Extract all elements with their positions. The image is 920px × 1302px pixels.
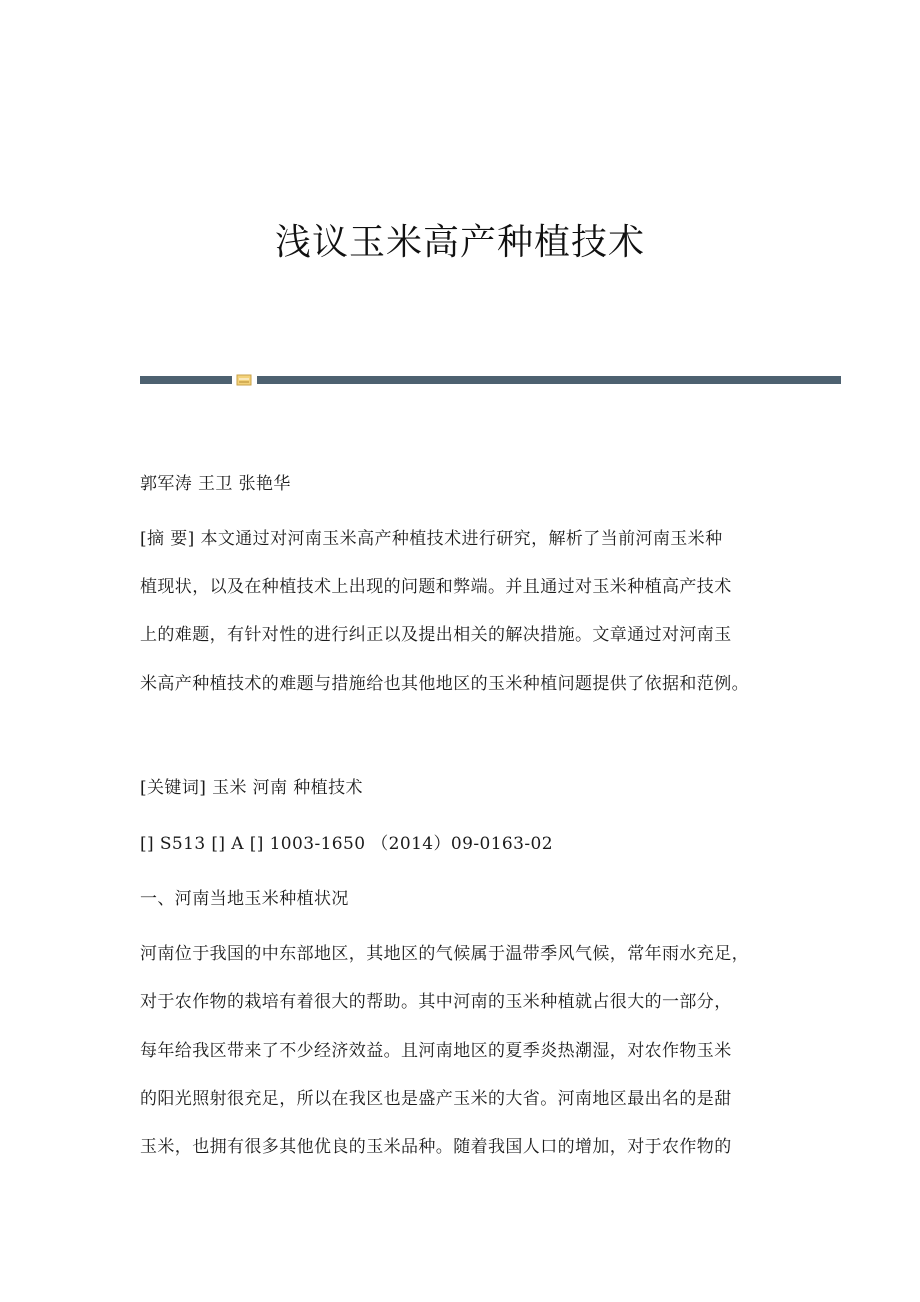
body-line: 玉米，也拥有很多其他优良的玉米品种。随着我国人口的增加，对于农作物的 [140, 1137, 732, 1157]
abstract-line: 植现状，以及在种植技术上出现的问题和弊端。并且通过对玉米种植高产技术 [140, 577, 732, 597]
abstract-line: [摘 要] 本文通过对河南玉米高产种植技术进行研究，解析了当前河南玉米种 [140, 529, 723, 549]
divider-ornament-icon [236, 374, 252, 386]
divider-bar-right [257, 376, 841, 384]
body-line: 对于农作物的栽培有着很大的帮助。其中河南的玉米种植就占很大的一部分， [140, 992, 732, 1012]
page-title: 浅议玉米高产种植技术 [274, 222, 645, 263]
keywords: [关键词] 玉米 河南 种植技术 [140, 778, 363, 798]
body-line: 的阳光照射很充足，所以在我区也是盛产玉米的大省。河南地区最出名的是甜 [140, 1089, 732, 1109]
title-divider [140, 374, 841, 386]
abstract-line: 米高产种植技术的难题与措施给也其他地区的玉米种植问题提供了依据和范例。 [140, 674, 749, 694]
body-line: 每年给我区带来了不少经济效益。且河南地区的夏季炎热潮湿，对农作物玉米 [140, 1041, 732, 1061]
section-heading: 一、河南当地玉米种植状况 [140, 889, 349, 909]
classification-info: [] S513 [] A [] 1003-1650 （2014）09-0163-02 [140, 834, 553, 854]
body-line: 河南位于我国的中东部地区，其地区的气候属于温带季风气候，常年雨水充足， [140, 944, 749, 964]
authors: 郭军涛 王卫 张艳华 [140, 474, 291, 494]
abstract-line: 上的难题，有针对性的进行纠正以及提出相关的解决措施。文章通过对河南玉 [140, 625, 732, 645]
divider-bar-left [140, 376, 232, 384]
